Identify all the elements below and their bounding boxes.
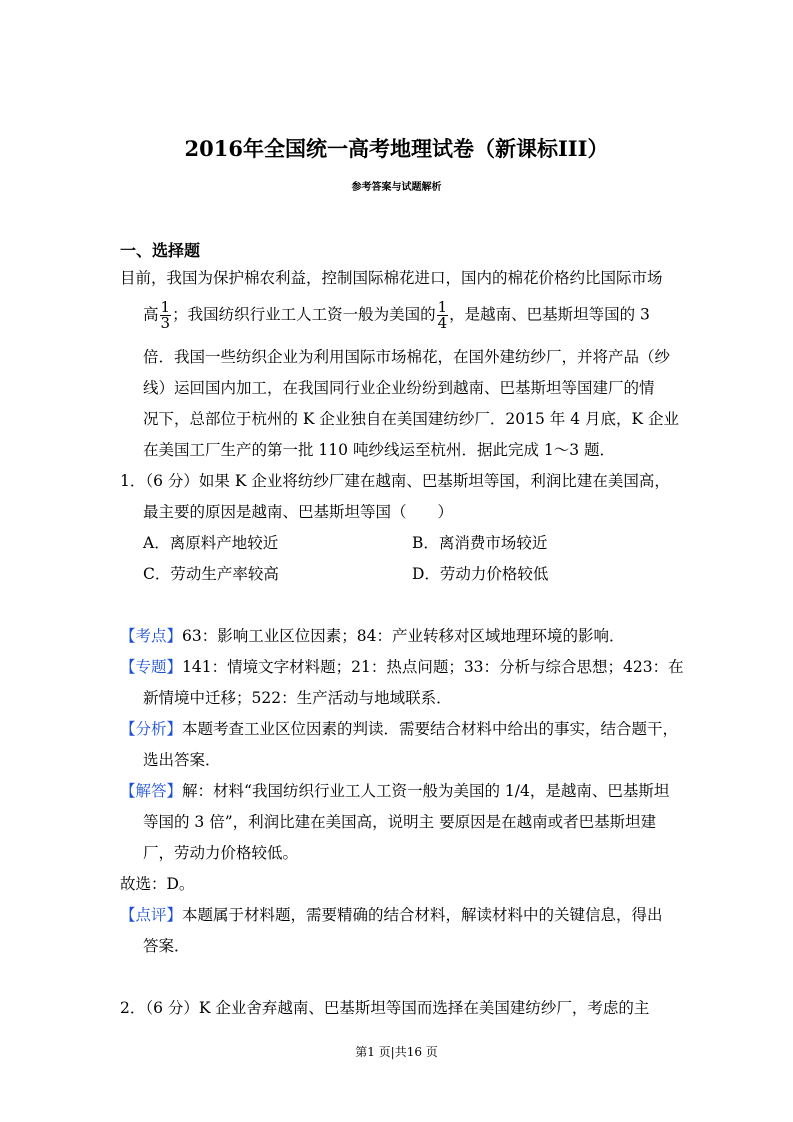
option-c: C．劳动生产率较高 — [143, 565, 279, 583]
fenxi-text-cont: 选出答案． — [143, 751, 221, 769]
answer-choice: 故选：D。 — [120, 875, 195, 893]
jieda-text-cont-1: 等国的 3 倍”，利润比建在美国高，说明主 要原因是在越南或者巴基斯坦建 — [143, 813, 657, 831]
zhuanti-tag: 【专题】 — [120, 658, 183, 676]
material-line-2 — [143, 300, 650, 331]
material-line-4: 线）运回国内加工，在我国同行业企业纷纷到越南、巴基斯坦等国建厂的情 — [143, 379, 655, 397]
question-1-stem-line-2: 最主要的原因是越南、巴基斯坦等国（ ） — [143, 503, 454, 521]
kaodian-tag: 【考点】 — [120, 627, 183, 645]
zhuanti-text-cont: 新情境中迁移；522：生产活动与地域联系． — [143, 689, 452, 707]
option-a: A．离原料产地较近 — [143, 534, 279, 552]
fraction-numerator: 1 — [437, 298, 448, 316]
material-line-6: 在美国工厂生产的第一批 110 吨纱线运至杭州．据此完成 1～3 题． — [143, 441, 616, 459]
page-footer: 第1 页|共16 页 — [355, 1045, 438, 1059]
dianping-row — [120, 905, 663, 925]
dianping-text: 本题属于材料题，需要精确的结合材料，解读材料中的关键信息，得出 — [182, 906, 663, 924]
material-line-3: 倍．我国一些纺织企业为利用国际市场棉花，在国外建纺纱厂，并将产品（纱 — [143, 348, 671, 366]
jieda-text-cont-2: 厂，劳动力价格较低。 — [143, 844, 299, 862]
option-d: D．劳动力价格较低 — [412, 565, 549, 583]
material-line-2-c: ，是越南、巴基斯坦等国的 3 — [449, 305, 650, 324]
fraction-denominator: 4 — [437, 314, 448, 332]
question-2-stem-line-1: 2．（6 分）K 企业舍弃越南、巴基斯坦等国而选择在美国建纺纱厂，考虑的主 — [120, 999, 650, 1017]
kaodian-row — [120, 626, 624, 646]
question-1-stem-line-1: 1．（6 分）如果 K 企业将纺纱厂建在越南、巴基斯坦等国，利润比建在美国高， — [120, 472, 670, 490]
fraction-one-third — [160, 300, 172, 331]
jieda-text: 解：材料“我国纺织行业工人工资一般为美国的 1/4，是越南、巴基斯坦 — [182, 782, 670, 800]
dianping-text-cont: 答案． — [143, 937, 190, 955]
fraction-one-quarter — [437, 300, 449, 331]
fenxi-tag: 【分析】 — [120, 720, 183, 738]
zhuanti-row — [120, 657, 684, 677]
material-line-1: 目前，我国为保护棉农利益，控制国际棉花进口，国内的棉花价格约比国际市场 — [120, 269, 663, 287]
fenxi-row — [120, 719, 678, 739]
fenxi-text: 本题考查工业区位因素的判读．需要结合材料中给出的事实，结合题干， — [182, 720, 679, 738]
option-b: B．离消费市场较近 — [412, 534, 548, 552]
page-title: 2016年全国统一高考地理试卷（新课标III） — [184, 136, 609, 161]
jieda-tag: 【解答】 — [120, 782, 183, 800]
dianping-tag: 【点评】 — [120, 906, 183, 924]
material-line-5: 况下，总部位于杭州的 K 企业独自在美国建纺纱厂．2015 年 4 月底，K 企业 — [143, 410, 680, 428]
zhuanti-text: 141：情境文字材料题；21：热点问题；33：分析与综合思想；423：在 — [182, 658, 684, 676]
kaodian-text: 63：影响工业区位因素；84：产业转移对区域地理环境的影响． — [182, 627, 625, 645]
material-line-2-b: ；我国纺织行业工人工资一般为美国的 — [172, 305, 436, 324]
material-line-2-a: 高 — [143, 305, 159, 324]
page-subtitle: 参考答案与试题解析 — [351, 182, 442, 193]
jieda-row — [120, 781, 669, 801]
fraction-denominator: 3 — [160, 314, 171, 332]
fraction-numerator: 1 — [160, 298, 171, 316]
section-heading: 一、选择题 — [120, 241, 201, 260]
